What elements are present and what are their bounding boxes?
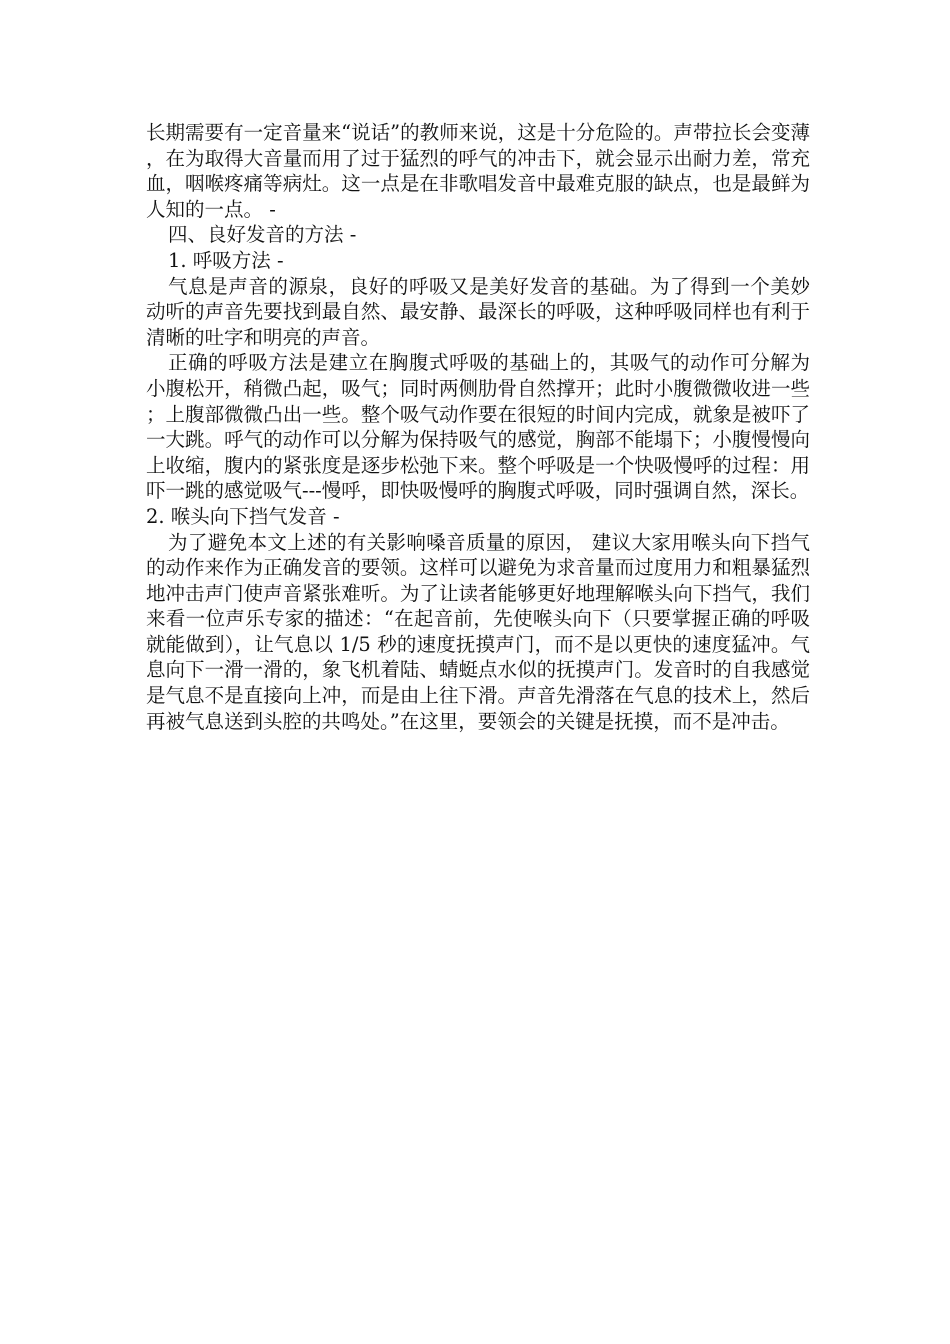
paragraph-larynx-technique: 为了避免本文上述的有关影响嗓音质量的原因， 建议大家用喉头向下挡气的动作来作为正确发音的要领。这样可以避免为求音量而过度用力和粗暴猛烈地冲击声门使声音紧张难听。为了让读者能够更好地理解喉头向下挡气，我们来看一位声乐专家的描述：“在起音前，先使喉头向下（只要掌握正确的呼吸就能做到），让气息以 1/5 秒的速度抚摸声门，而不是以更快的速度猛冲。气息向下一滑一滑的，象飞机着陆、蜻蜓点水似的抚摸声门。发音时的自我感觉是气息不是直接向上冲，而是由上往下滑。声音先滑落在气息的技术上，然后再被气息送到头腔的共鸣处。”在这里，要领会的关键是抚摸，而不是冲击。 bbox=[146, 530, 810, 733]
paragraph-vocal-risk: 长期需要有一定音量来“说话”的教师来说，这是十分危险的。声带拉长会变薄，在为取得大音量而用了过于猛烈的呼气的冲击下，就会显示出耐力差，常充血，咽喉疼痛等病灶。这一点是在非歌唱发音中最难克服的缺点，也是最鲜为人知的一点。 - bbox=[146, 121, 810, 221]
document-body bbox=[146, 120, 810, 734]
subheading-breathing-method: 1. 呼吸方法 - bbox=[168, 248, 284, 272]
paragraph-correct-breathing: 正确的呼吸方法是建立在胸腹式呼吸的基础上的，其吸气的动作可分解为小腹松开，稍微凸起，吸气；同时两侧肋骨自然撑开；此时小腹微微收进一些；上腹部微微凸出一些。整个吸气动作要在很短的时间内完成，就象是被吓了一大跳。呼气的动作可以分解为保持吸气的感觉，胸部不能塌下；小腹慢慢向上收缩，腹内的紧张度是逐步松弛下来。整个呼吸是一个快吸慢呼的过程：用吓一跳的感觉吸气---慢呼，即快吸慢呼的胸腹式呼吸，同时强调自然，深长。 bbox=[146, 351, 810, 503]
subheading-larynx-down: 2. 喉头向下挡气发音 - bbox=[146, 504, 340, 528]
paragraph-breath-source: 气息是声音的源泉，良好的呼吸又是美好发音的基础。为了得到一个美妙动听的声音先要找到最自然、最安静、最深长的呼吸，这种呼吸同样也有利于清晰的吐字和明亮的声音。 bbox=[146, 274, 810, 349]
section-heading-good-pronunciation: 四、良好发音的方法 - bbox=[168, 223, 357, 247]
